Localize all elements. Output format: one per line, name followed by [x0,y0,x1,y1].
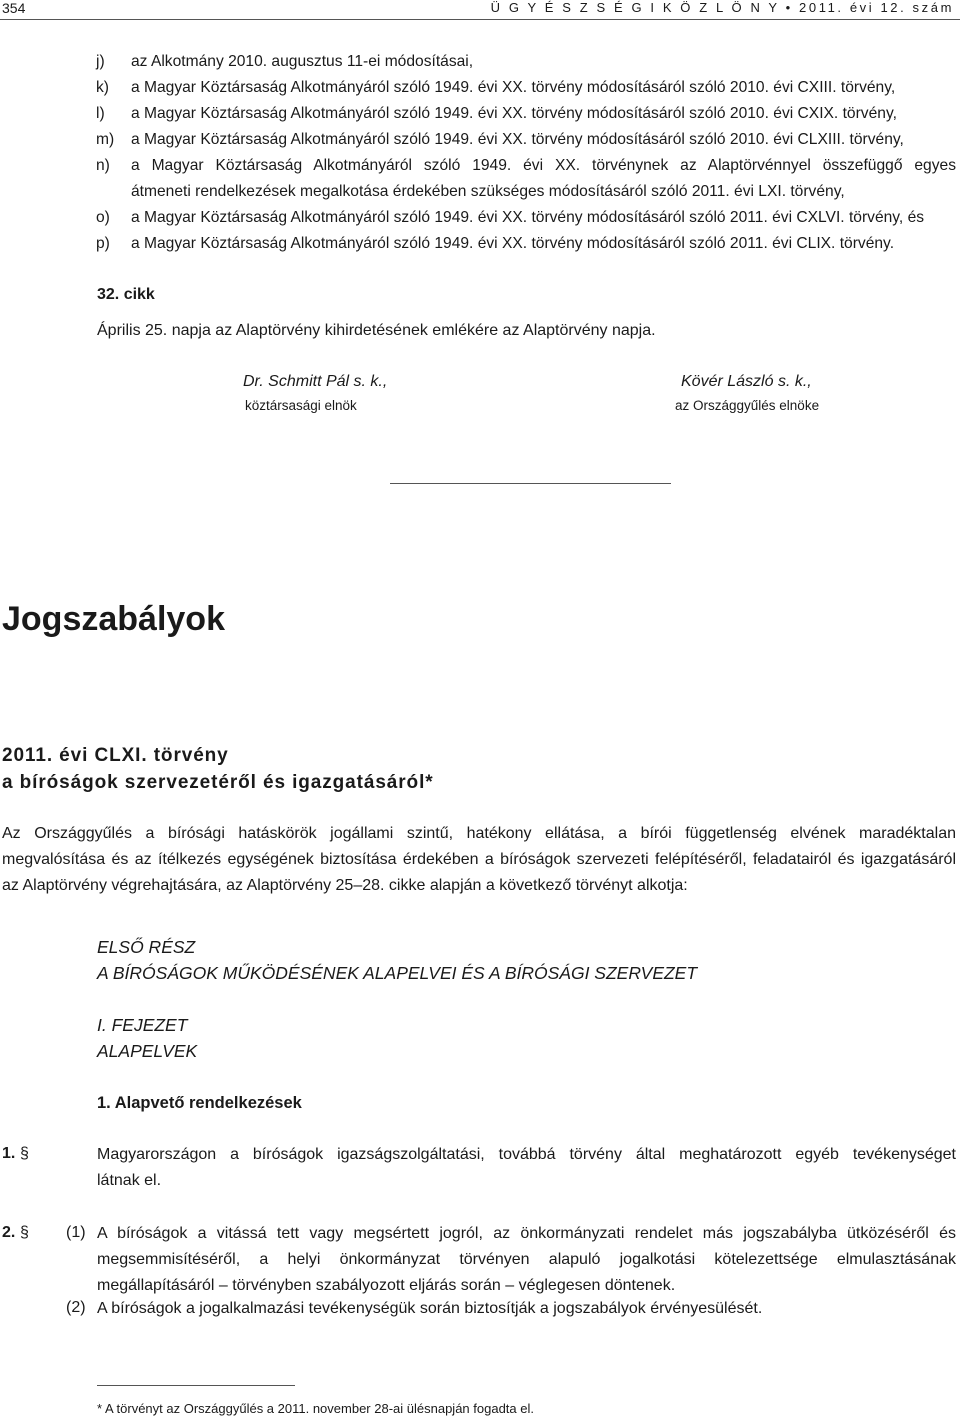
list-item-text: a Magyar Köztársaság Alkotmányáról szóló 1949. évi XX. törvény módosításáról szóló 2010. évi CXIX. törvény, [131,105,897,122]
signature-name: Dr. Schmitt Pál s. k., [243,373,388,390]
header-rule [0,19,960,20]
signature-name: Kövér László s. k., [681,373,812,390]
list-item-text: a Magyar Köztársaság Alkotmányáról szóló 1949. évi XX. törvény módosításáról szóló 2011. évi CXLVI. törvény, és [131,209,925,226]
section-body [97,1142,956,1194]
article-title: 32. cikk [97,286,155,303]
section-symbol: § [20,1224,29,1241]
list-item-text: a Magyar Köztársaság Alkotmányáról szóló 1949. évi XX. törvénynek az Alaptörvénnyel összefüggő egyes [131,157,956,174]
list-item-text: a Magyar Köztársaság Alkotmányáról szóló 1949. évi XX. törvény módosításáról szóló 2011. évi CLIX. törvény. [131,235,895,252]
section-line: megsemmisítéséről, a helyi önkormányzat törvényen alapuló jogalkotási kötelezettsége elmulasztásának [97,1251,956,1268]
section-line: látnak el. [97,1172,162,1189]
section-body [97,1221,956,1299]
footnote-rule [97,1385,295,1386]
subheading: 1. Alapvető rendelkezések [97,1094,302,1112]
list-item-text: átmeneti rendelkezések megalkotása érdekében szükséges módosításáról szóló 2011. évi LXI. törvény, [131,183,845,200]
section-line: A bíróságok a vitássá tett vagy megsértett jogról, az önkormányzati rendelet más jogszabályba ütközéséről és [97,1225,956,1242]
paragraph-number: (1) [66,1224,86,1241]
separator-rule [390,483,671,484]
section-number: 2. [2,1224,16,1241]
list-item-text: a Magyar Köztársaság Alkotmányáról szóló 1949. évi XX. törvény módosításáról szóló 2010. évi CXIII. törvény, [131,79,896,96]
list-item-text: az Alkotmány 2010. augusztus 11-ei módosításai, [131,53,474,70]
section-symbol: § [20,1145,29,1162]
section-line: megállapításáról – törvényben szabályozott eljárás során – véglegesen döntenek. [97,1277,676,1294]
list-item-label: l) [96,105,105,122]
list-item-label: n) [96,157,110,174]
law-title: a bíróságok szervezetéről és igazgatásáról* [2,772,434,793]
chapter-label: I. FEJEZET [97,1015,188,1035]
chapter-title: ALAPELVEK [97,1041,198,1061]
section-line: A bíróságok a jogalkalmazási tevékenységük során biztosítják a jogszabályok érvényesülését. [97,1300,763,1317]
section-number: 1. [2,1145,16,1162]
section-line: Magyarországon a bíróságok igazságszolgáltatási, továbbá törvény által meghatározott egyéb tevékenységet [97,1146,956,1163]
paragraph-number: (2) [66,1299,86,1316]
preamble-line: megvalósítása és az ítélkezés egységének biztosítása érdekében a bíróságok szervezeti felépítéséről, feladatairól és igazgatásáról [2,851,956,868]
preamble-line: az Alaptörvény végrehajtására, az Alaptörvény 25–28. cikke alapján a következő törvényt alkotja: [2,877,688,894]
law-number: 2011. évi CLXI. törvény [2,745,229,766]
section-heading: Jogszabályok [2,600,225,638]
article-text: Április 25. napja az Alaptörvény kihirdetésének emlékére az Alaptörvény napja. [97,322,656,339]
list-item-label: k) [96,79,109,96]
publication-title: Ü G Y É S Z S É G I K Ö Z L Ö N Y • 2011. évi 12. szám [490,0,954,15]
part-title: A BÍRÓSÁGOK MŰKÖDÉSÉNEK ALAPELVEI ÉS A BÍRÓSÁGI SZERVEZET [97,963,698,983]
part-label: ELSŐ RÉSZ [97,937,196,957]
preamble-line: Az Országgyűlés a bírósági hatáskörök jogállami szintű, hatékony ellátása, a bírói függetlenség elvének maradéktalan [2,825,956,842]
list-item-label: j) [96,53,105,70]
signature-role: az Országgyűlés elnöke [675,398,820,413]
footnote: * A törvényt az Országgyűlés a 2011. november 28-ai ülésnapján fogadta el. [97,1401,534,1416]
preamble [2,821,956,899]
list-item-text: a Magyar Köztársaság Alkotmányáról szóló 1949. évi XX. törvény módosításáról szóló 2010. évi CLXIII. törvény, [131,131,904,148]
section-body [97,1296,956,1322]
list-item-label: p) [96,235,110,252]
list-item-label: m) [96,131,115,148]
list-item-label: o) [96,209,110,226]
page-number: 354 [2,0,26,16]
signature-role: köztársasági elnök [245,398,357,413]
